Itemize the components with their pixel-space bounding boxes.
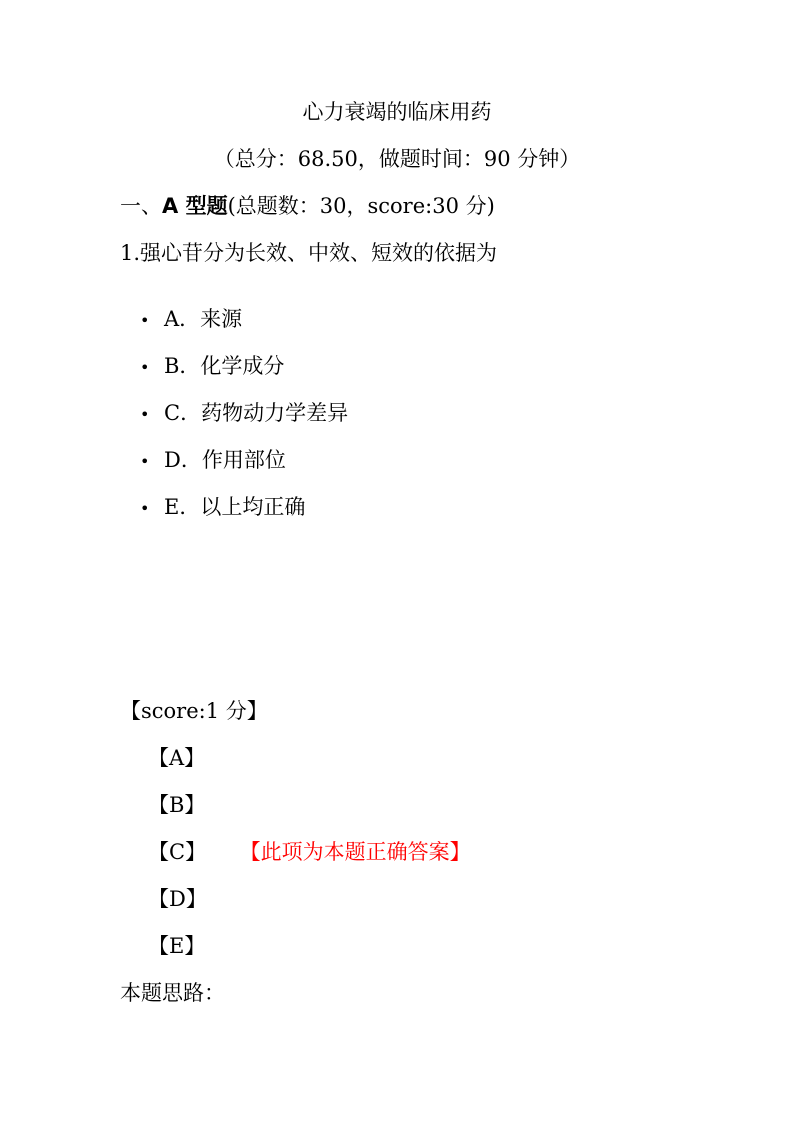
option-label: B．化学成分 [164, 354, 285, 378]
answer-a: 【A】 [148, 746, 206, 770]
option-label: E．以上均正确 [164, 495, 306, 519]
section-heading [120, 192, 495, 220]
option-b [140, 352, 284, 382]
bullet-icon: • [140, 311, 150, 330]
option-label: D．作用部位 [164, 448, 286, 472]
option-c [140, 399, 348, 429]
analysis-label: 本题思路： [120, 981, 225, 1005]
page-title: 心力衰竭的临床用药 [302, 100, 492, 124]
bullet-icon: • [140, 405, 150, 424]
section-details: (总题数：30，score:30 分) [227, 194, 495, 218]
option-d [140, 446, 286, 476]
answer-d: 【D】 [148, 887, 207, 911]
section-prefix: 一、 [120, 194, 162, 218]
answer-c-label: 【C】 [148, 840, 207, 864]
score-label: 【score:1 分】 [120, 699, 268, 723]
bullet-icon: • [140, 499, 150, 518]
answer-e: 【E】 [148, 934, 206, 958]
correct-answer-note: 【此项为本题正确答案】 [250, 840, 471, 864]
question-text: 1.强心苷分为长效、中效、短效的依据为 [120, 241, 498, 265]
bullet-icon: • [140, 358, 150, 377]
exam-info: （总分：68.50，做题时间：90 分钟） [213, 147, 581, 171]
answer-b: 【B】 [148, 793, 206, 817]
answer-c [148, 838, 471, 866]
bullet-icon: • [140, 452, 150, 471]
option-e [140, 493, 305, 523]
option-a [140, 305, 242, 335]
option-label: A．来源 [164, 307, 243, 331]
option-label: C．药物动力学差异 [164, 401, 349, 425]
section-type: A 型题 [162, 194, 228, 218]
